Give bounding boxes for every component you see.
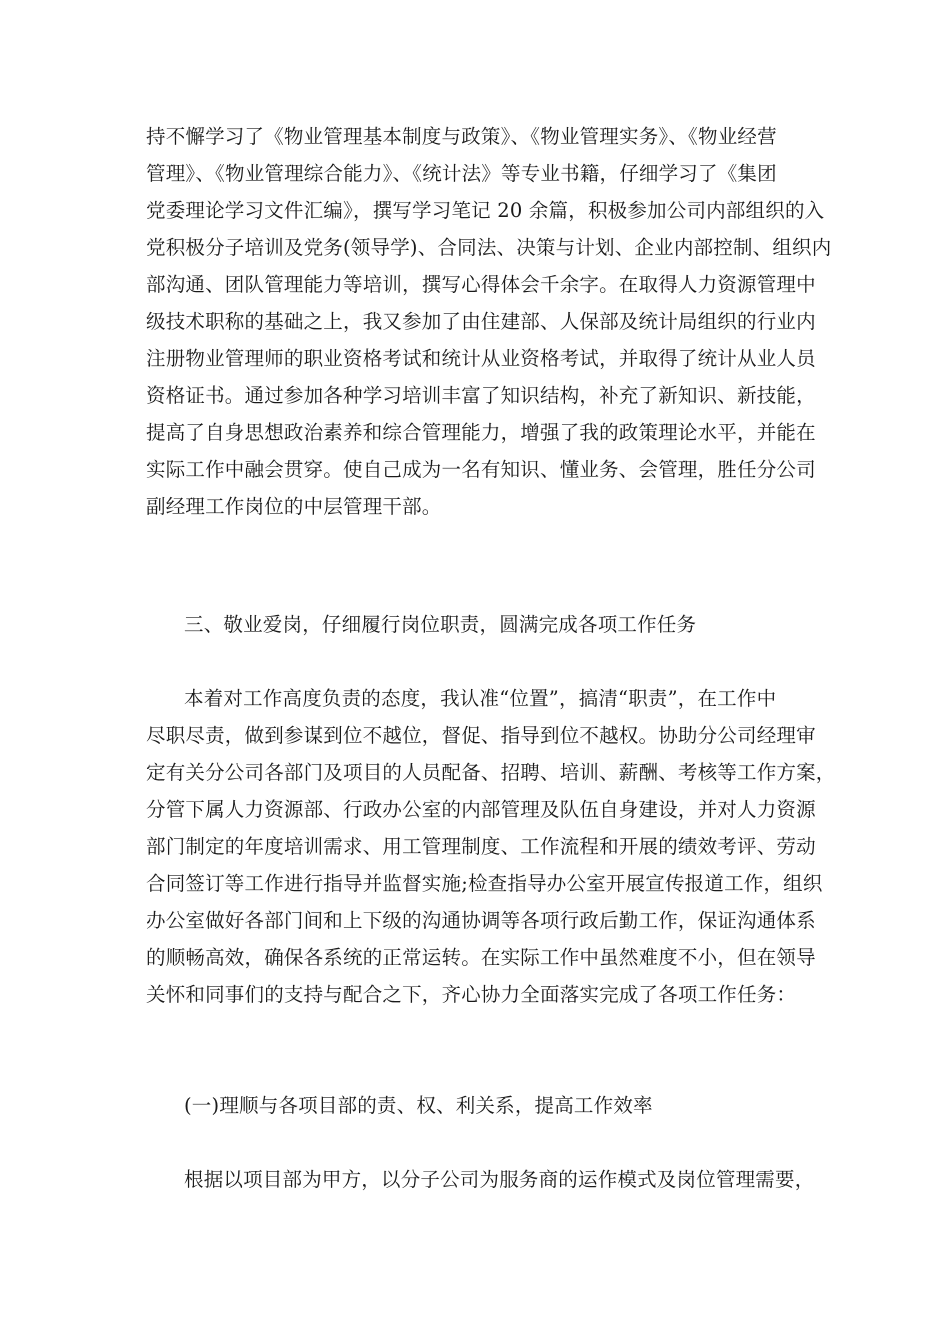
paragraph-line: 办公室做好各部门间和上下级的沟通协调等各项行政后勤工作，保证沟通体系 (146, 909, 816, 932)
paragraph-line: 根据以项目部为甲方，以分子公司为服务商的运作模式及岗位管理需要， (184, 1168, 815, 1191)
paragraph-line: 持不懈学习了《物业管理基本制度与政策》、《物业管理实务》、《物业经营 (146, 125, 777, 148)
paragraph-line: 注册物业管理师的职业资格考试和统计从业资格考试，并取得了统计从业人员 (146, 347, 816, 370)
paragraph-2 (146, 680, 836, 1013)
paragraph-line: 提高了自身思想政治素养和综合管理能力，增强了我的政策理论水平，并能在 (146, 421, 816, 444)
paragraph-line: 部沟通、团队管理能力等培训，撰写心得体会千余字。在取得人力资源管理中 (146, 273, 816, 296)
paragraph-3 (146, 1161, 826, 1198)
paragraph-line: 合同签订等工作进行指导并监督实施;检查指导办公室开展宣传报道工作，组织 (146, 872, 823, 895)
paragraph-line: 关怀和同事们的支持与配合之下，齐心协力全面落实完成了各项工作任务： (146, 983, 797, 1006)
paragraph-line: 分管下属人力资源部、行政办公室的内部管理及队伍自身建设，并对人力资源 (146, 798, 816, 821)
section-heading: 三、敬业爱岗，仔细履行岗位职责，圆满完成各项工作任务 (184, 613, 697, 636)
paragraph-1 (146, 118, 832, 525)
paragraph-line: 资格证书。通过参加各种学习培训丰富了知识结构，补充了新知识、新技能， (146, 384, 816, 407)
paragraph-line: 本着对工作高度负责的态度，我认准“位置”，搞清“职责”，在工作中 (184, 687, 777, 710)
paragraph-line: 定有关分公司各部门及项目的人员配备、招聘、培训、薪酬、考核等工作方案， (146, 761, 836, 784)
paragraph-line: 党积极分子培训及党务(领导学)、合同法、决策与计划、企业内部控制、组织内 (146, 236, 832, 259)
paragraph-line: 副经理工作岗位的中层管理干部。 (146, 495, 442, 518)
subsection-heading: (一)理顺与各项目部的责、权、利关系，提高工作效率 (184, 1094, 653, 1117)
paragraph-line: 的顺畅高效，确保各系统的正常运转。在实际工作中虽然难度不小，但在领导 (146, 946, 816, 969)
paragraph-line: 级技术职称的基础之上，我又参加了由住建部、人保部及统计局组织的行业内 (146, 310, 816, 333)
paragraph-line: 尽职尽责，做到参谋到位不越位，督促、指导到位不越权。协助分公司经理审 (146, 724, 816, 747)
paragraph-line: 实际工作中融会贯穿。使自己成为一名有知识、懂业务、会管理，胜任分公司 (146, 458, 816, 481)
paragraph-line: 管理》、《物业管理综合能力》、《统计法》等专业书籍，仔细学习了《集团 (146, 162, 777, 185)
paragraph-line: 党委理论学习文件汇编》，撰写学习笔记 20 余篇，积极参加公司内部组织的入 (146, 199, 825, 222)
paragraph-line: 部门制定的年度培训需求、用工管理制度、工作流程和开展的绩效考评、劳动 (146, 835, 816, 858)
